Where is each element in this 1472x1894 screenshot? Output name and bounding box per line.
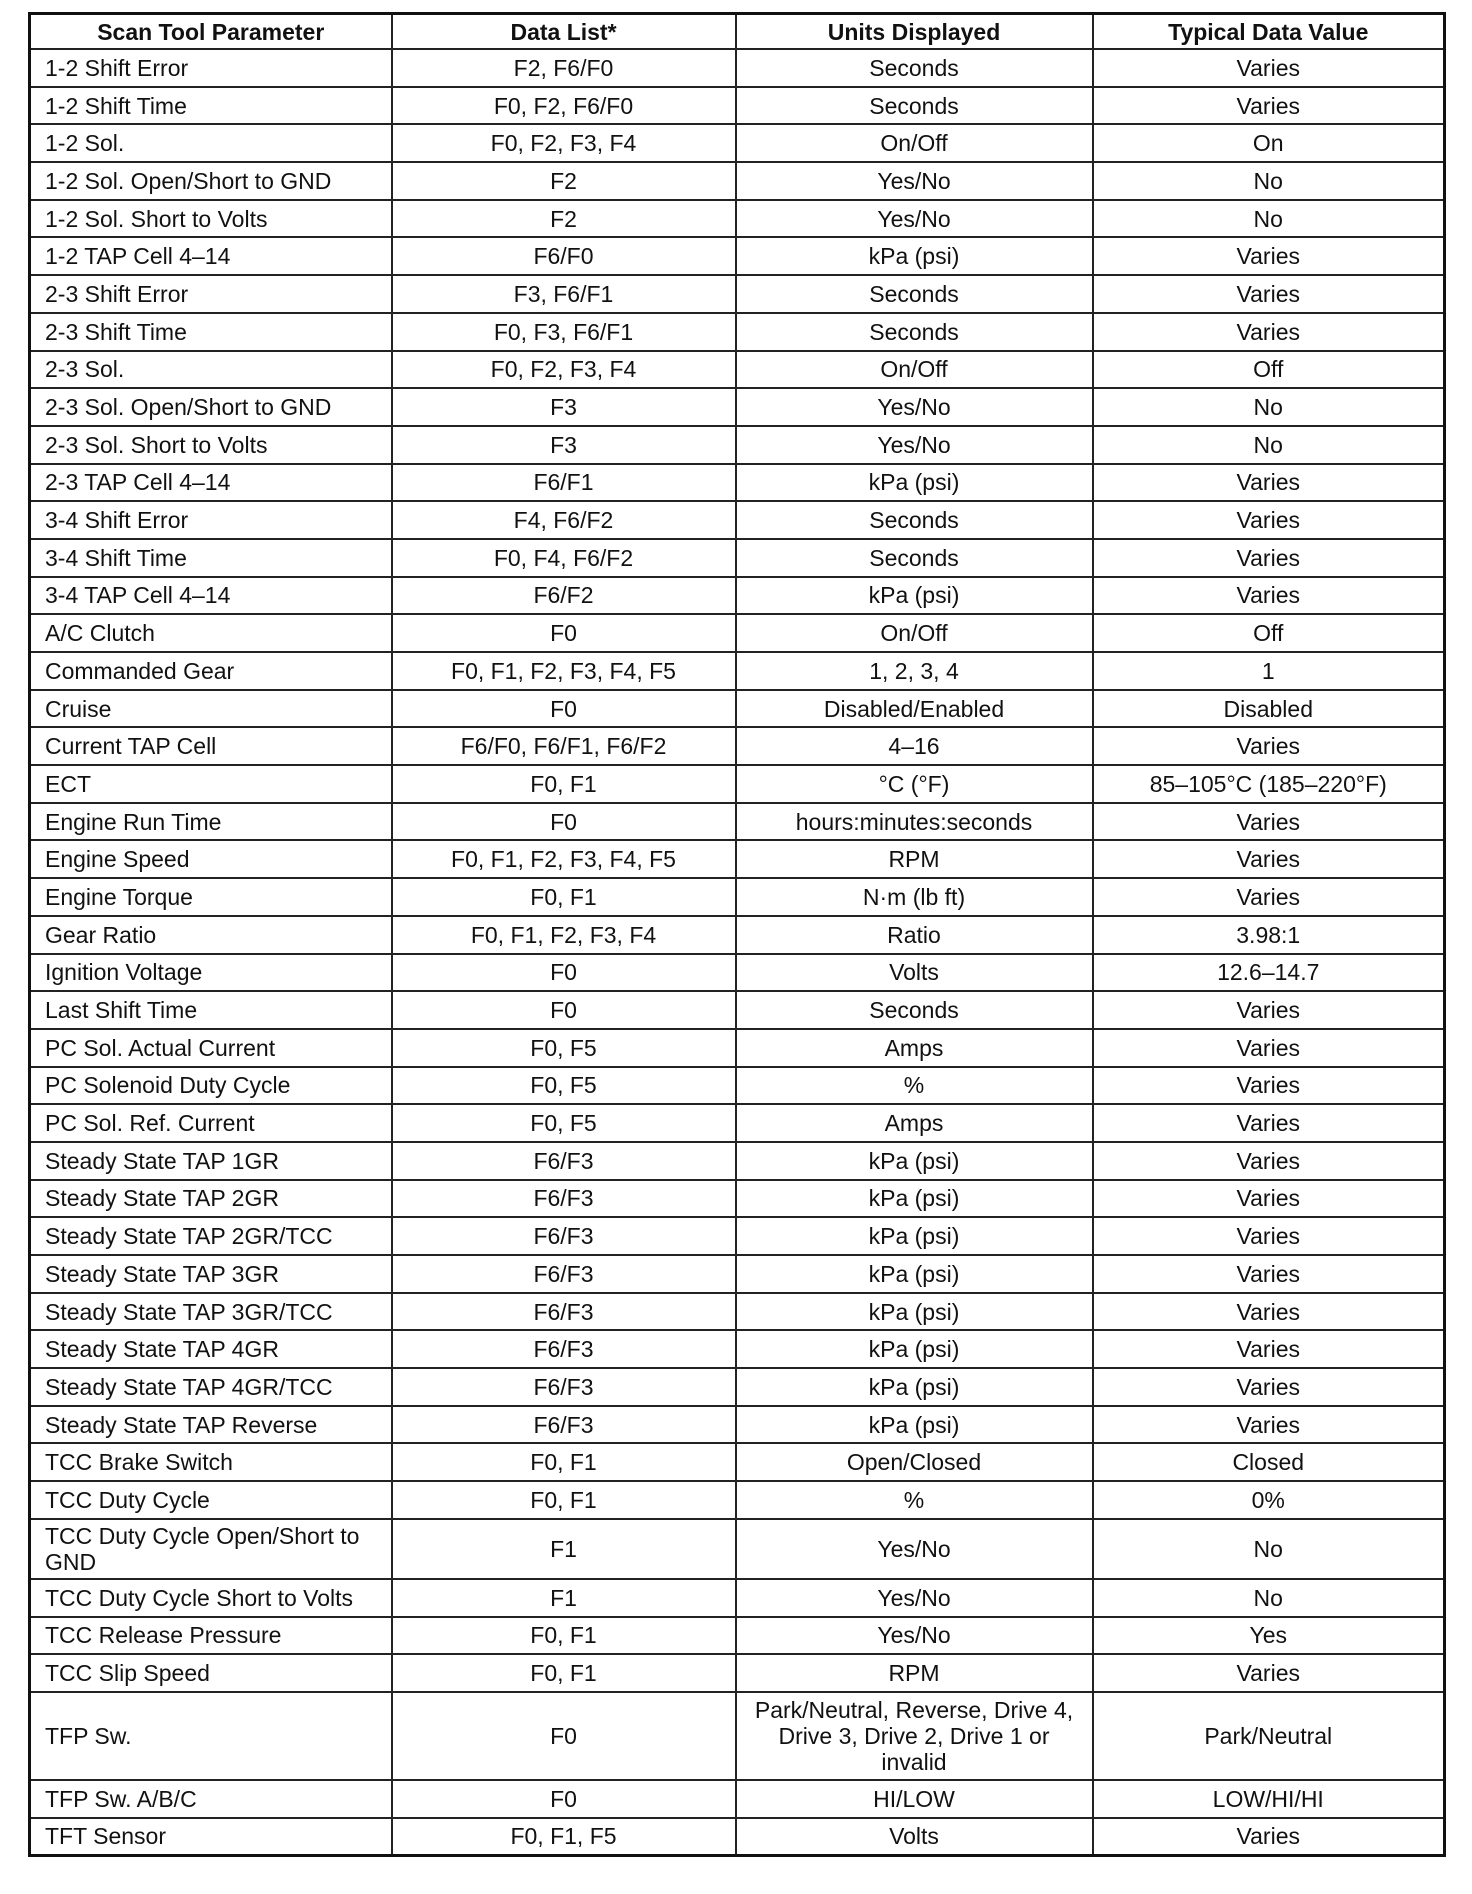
parameter-cell: TCC Release Pressure (30, 1617, 392, 1655)
data-list-cell: F0 (392, 991, 736, 1029)
units-cell: Seconds (736, 87, 1093, 125)
table-row (30, 426, 1445, 464)
data-list-cell: F1 (392, 1579, 736, 1617)
data-list-cell: F2 (392, 200, 736, 238)
units-cell: kPa (psi) (736, 1142, 1093, 1180)
data-list-cell: F0, F1 (392, 765, 736, 803)
parameter-cell: 2-3 Sol. Short to Volts (30, 426, 392, 464)
data-list-cell: F0, F1, F5 (392, 1818, 736, 1856)
units-cell: Yes/No (736, 200, 1093, 238)
data-list-cell: F3, F6/F1 (392, 275, 736, 313)
typical-value-cell: Varies (1093, 991, 1445, 1029)
scan-tool-data-table (28, 12, 1446, 1857)
parameter-cell: 1-2 Sol. (30, 124, 392, 162)
table-row (30, 388, 1445, 426)
units-cell: Open/Closed (736, 1443, 1093, 1481)
data-list-cell: F6/F3 (392, 1368, 736, 1406)
data-list-cell: F0, F1, F2, F3, F4, F5 (392, 840, 736, 878)
typical-value-cell: Varies (1093, 275, 1445, 313)
data-list-cell: F6/F3 (392, 1180, 736, 1218)
table-row (30, 1142, 1445, 1180)
parameter-cell: Steady State TAP 4GR/TCC (30, 1368, 392, 1406)
table-row (30, 464, 1445, 502)
data-list-cell: F0, F4, F6/F2 (392, 539, 736, 577)
typical-value-cell: No (1093, 388, 1445, 426)
parameter-cell: TCC Duty Cycle (30, 1481, 392, 1519)
parameter-cell: Steady State TAP Reverse (30, 1406, 392, 1444)
typical-value-cell: Varies (1093, 237, 1445, 275)
data-list-cell: F0 (392, 690, 736, 728)
typical-value-cell: 12.6–14.7 (1093, 954, 1445, 992)
parameter-cell: 2-3 Sol. Open/Short to GND (30, 388, 392, 426)
parameter-cell: PC Sol. Actual Current (30, 1029, 392, 1067)
typical-value-cell: No (1093, 200, 1445, 238)
parameter-cell: TCC Duty Cycle Open/Short to GND (30, 1519, 392, 1579)
parameter-cell: 2-3 Shift Error (30, 275, 392, 313)
data-list-cell: F0, F1 (392, 1481, 736, 1519)
parameter-cell: Steady State TAP 4GR (30, 1330, 392, 1368)
table-row (30, 501, 1445, 539)
parameter-cell: TCC Brake Switch (30, 1443, 392, 1481)
data-list-cell: F0, F1 (392, 1443, 736, 1481)
table-row (30, 237, 1445, 275)
header-data-list: Data List* (392, 14, 736, 50)
table-row (30, 727, 1445, 765)
data-list-cell: F0, F2, F3, F4 (392, 124, 736, 162)
units-cell: kPa (psi) (736, 237, 1093, 275)
units-cell: Yes/No (736, 1617, 1093, 1655)
units-cell: Yes/No (736, 1519, 1093, 1579)
data-list-cell: F0 (392, 1780, 736, 1818)
parameter-cell: PC Solenoid Duty Cycle (30, 1067, 392, 1105)
header-scan-tool-parameter: Scan Tool Parameter (30, 14, 392, 50)
units-cell: On/Off (736, 614, 1093, 652)
parameter-cell: Current TAP Cell (30, 727, 392, 765)
typical-value-cell: Off (1093, 351, 1445, 389)
units-cell: 4–16 (736, 727, 1093, 765)
data-list-cell: F6/F3 (392, 1142, 736, 1180)
units-cell: Seconds (736, 313, 1093, 351)
units-cell: Seconds (736, 539, 1093, 577)
typical-value-cell: Varies (1093, 1330, 1445, 1368)
data-list-cell: F0 (392, 614, 736, 652)
units-cell: RPM (736, 840, 1093, 878)
parameter-cell: 3-4 Shift Time (30, 539, 392, 577)
parameter-cell: Steady State TAP 3GR/TCC (30, 1293, 392, 1331)
parameter-cell: 2-3 Shift Time (30, 313, 392, 351)
typical-value-cell: Varies (1093, 87, 1445, 125)
parameter-cell: Steady State TAP 2GR (30, 1180, 392, 1218)
table-row (30, 1293, 1445, 1331)
parameter-cell: A/C Clutch (30, 614, 392, 652)
units-cell: kPa (psi) (736, 1217, 1093, 1255)
parameter-cell: Gear Ratio (30, 916, 392, 954)
parameter-cell: 1-2 Sol. Short to Volts (30, 200, 392, 238)
typical-value-cell: Varies (1093, 1180, 1445, 1218)
table-row (30, 690, 1445, 728)
typical-value-cell: Varies (1093, 539, 1445, 577)
data-list-cell: F0, F1, F2, F3, F4, F5 (392, 652, 736, 690)
data-list-cell: F6/F3 (392, 1330, 736, 1368)
data-list-cell: F0 (392, 954, 736, 992)
typical-value-cell: Varies (1093, 727, 1445, 765)
typical-value-cell: Varies (1093, 1029, 1445, 1067)
data-list-cell: F3 (392, 426, 736, 464)
data-list-cell: F0, F2, F3, F4 (392, 351, 736, 389)
table-row (30, 991, 1445, 1029)
data-list-cell: F0 (392, 803, 736, 841)
typical-value-cell: No (1093, 162, 1445, 200)
typical-value-cell: Park/Neutral (1093, 1692, 1445, 1780)
table-row (30, 87, 1445, 125)
units-cell: N·m (lb ft) (736, 878, 1093, 916)
data-list-cell: F2, F6/F0 (392, 49, 736, 87)
typical-value-cell: Varies (1093, 577, 1445, 615)
typical-value-cell: Varies (1093, 1293, 1445, 1331)
table-row (30, 1481, 1445, 1519)
parameter-cell: TFP Sw. A/B/C (30, 1780, 392, 1818)
data-list-cell: F0, F5 (392, 1029, 736, 1067)
typical-value-cell: Varies (1093, 803, 1445, 841)
typical-value-cell: Varies (1093, 1406, 1445, 1444)
table-row (30, 1217, 1445, 1255)
units-cell: Amps (736, 1104, 1093, 1142)
data-list-cell: F0 (392, 1692, 736, 1780)
table-row (30, 313, 1445, 351)
typical-value-cell: No (1093, 426, 1445, 464)
data-list-cell: F3 (392, 388, 736, 426)
units-cell: Yes/No (736, 1579, 1093, 1617)
data-list-cell: F0, F3, F6/F1 (392, 313, 736, 351)
units-cell: kPa (psi) (736, 577, 1093, 615)
typical-value-cell: 3.98:1 (1093, 916, 1445, 954)
units-cell: kPa (psi) (736, 1293, 1093, 1331)
units-cell: Yes/No (736, 162, 1093, 200)
typical-value-cell: Varies (1093, 1368, 1445, 1406)
data-list-cell: F0, F1 (392, 878, 736, 916)
typical-value-cell: No (1093, 1579, 1445, 1617)
parameter-cell: 1-2 Shift Error (30, 49, 392, 87)
parameter-cell: PC Sol. Ref. Current (30, 1104, 392, 1142)
typical-value-cell: Varies (1093, 49, 1445, 87)
parameter-cell: Cruise (30, 690, 392, 728)
units-cell: Seconds (736, 991, 1093, 1029)
units-cell: Yes/No (736, 426, 1093, 464)
table-row (30, 124, 1445, 162)
table-row (30, 878, 1445, 916)
table-row (30, 1692, 1445, 1780)
units-cell: 1, 2, 3, 4 (736, 652, 1093, 690)
data-list-cell: F0, F1, F2, F3, F4 (392, 916, 736, 954)
parameter-cell: 1-2 TAP Cell 4–14 (30, 237, 392, 275)
parameter-cell: Engine Speed (30, 840, 392, 878)
typical-value-cell: 85–105°C (185–220°F) (1093, 765, 1445, 803)
parameter-cell: TCC Duty Cycle Short to Volts (30, 1579, 392, 1617)
units-cell: hours:minutes:seconds (736, 803, 1093, 841)
table-row (30, 1519, 1445, 1579)
data-list-cell: F6/F3 (392, 1255, 736, 1293)
parameter-cell: 2-3 Sol. (30, 351, 392, 389)
units-cell: kPa (psi) (736, 1406, 1093, 1444)
table-row (30, 49, 1445, 87)
header-units-displayed: Units Displayed (736, 14, 1093, 50)
typical-value-cell: Varies (1093, 1142, 1445, 1180)
units-cell: RPM (736, 1654, 1093, 1692)
header-row (30, 14, 1445, 50)
typical-value-cell: Varies (1093, 1654, 1445, 1692)
parameter-cell: Ignition Voltage (30, 954, 392, 992)
units-cell: On/Off (736, 351, 1093, 389)
units-cell: HI/LOW (736, 1780, 1093, 1818)
typical-value-cell: Varies (1093, 1217, 1445, 1255)
table-row (30, 1180, 1445, 1218)
table-row (30, 1617, 1445, 1655)
data-list-cell: F6/F0 (392, 237, 736, 275)
table-row (30, 539, 1445, 577)
table-row (30, 614, 1445, 652)
typical-value-cell: Varies (1093, 1104, 1445, 1142)
parameter-cell: Commanded Gear (30, 652, 392, 690)
typical-value-cell: Varies (1093, 464, 1445, 502)
units-cell: °C (°F) (736, 765, 1093, 803)
header-typical-data-value: Typical Data Value (1093, 14, 1445, 50)
parameter-cell: Steady State TAP 1GR (30, 1142, 392, 1180)
units-cell: Seconds (736, 275, 1093, 313)
table-row (30, 577, 1445, 615)
parameter-cell: Engine Run Time (30, 803, 392, 841)
table-row (30, 1406, 1445, 1444)
table-body (30, 49, 1445, 1856)
data-list-cell: F0, F1 (392, 1617, 736, 1655)
data-list-cell: F2 (392, 162, 736, 200)
parameter-cell: TFT Sensor (30, 1818, 392, 1856)
table-row (30, 652, 1445, 690)
units-cell: % (736, 1481, 1093, 1519)
table-row (30, 765, 1445, 803)
parameter-cell: TCC Slip Speed (30, 1654, 392, 1692)
data-list-cell: F6/F3 (392, 1406, 736, 1444)
data-list-cell: F6/F1 (392, 464, 736, 502)
table-row (30, 1029, 1445, 1067)
table-row (30, 1067, 1445, 1105)
table-row (30, 1368, 1445, 1406)
table-row (30, 351, 1445, 389)
table-row (30, 1104, 1445, 1142)
table-row (30, 840, 1445, 878)
parameter-cell: Engine Torque (30, 878, 392, 916)
table-row (30, 1579, 1445, 1617)
typical-value-cell: Varies (1093, 1067, 1445, 1105)
typical-value-cell: Off (1093, 614, 1445, 652)
typical-value-cell: Varies (1093, 1818, 1445, 1856)
units-cell: Seconds (736, 501, 1093, 539)
typical-value-cell: LOW/HI/HI (1093, 1780, 1445, 1818)
units-cell: Yes/No (736, 388, 1093, 426)
table-row (30, 275, 1445, 313)
table-row (30, 1330, 1445, 1368)
units-cell: kPa (psi) (736, 1180, 1093, 1218)
typical-value-cell: Varies (1093, 840, 1445, 878)
data-list-cell: F6/F0, F6/F1, F6/F2 (392, 727, 736, 765)
table-row (30, 803, 1445, 841)
data-list-cell: F0, F5 (392, 1067, 736, 1105)
units-cell: Seconds (736, 49, 1093, 87)
typical-value-cell: Varies (1093, 501, 1445, 539)
data-list-cell: F0, F2, F6/F0 (392, 87, 736, 125)
parameter-cell: Steady State TAP 3GR (30, 1255, 392, 1293)
parameter-cell: 3-4 TAP Cell 4–14 (30, 577, 392, 615)
units-cell: On/Off (736, 124, 1093, 162)
table-row (30, 1443, 1445, 1481)
typical-value-cell: Varies (1093, 1255, 1445, 1293)
units-cell: % (736, 1067, 1093, 1105)
parameter-cell: 1-2 Shift Time (30, 87, 392, 125)
typical-value-cell: Closed (1093, 1443, 1445, 1481)
units-cell: Park/Neutral, Reverse, Drive 4, Drive 3, Drive 2, Drive 1 or invalid (736, 1692, 1093, 1780)
units-cell: kPa (psi) (736, 1330, 1093, 1368)
units-cell: Amps (736, 1029, 1093, 1067)
units-cell: kPa (psi) (736, 1368, 1093, 1406)
data-list-cell: F4, F6/F2 (392, 501, 736, 539)
typical-value-cell: Disabled (1093, 690, 1445, 728)
parameter-cell: 3-4 Shift Error (30, 501, 392, 539)
typical-value-cell: Varies (1093, 313, 1445, 351)
table-row (30, 200, 1445, 238)
parameter-cell: Steady State TAP 2GR/TCC (30, 1217, 392, 1255)
table-row (30, 916, 1445, 954)
data-list-cell: F1 (392, 1519, 736, 1579)
table-row (30, 1255, 1445, 1293)
table-row (30, 1818, 1445, 1856)
data-list-cell: F6/F3 (392, 1293, 736, 1331)
units-cell: kPa (psi) (736, 464, 1093, 502)
typical-value-cell: 0% (1093, 1481, 1445, 1519)
data-list-cell: F0, F1 (392, 1654, 736, 1692)
data-list-cell: F0, F5 (392, 1104, 736, 1142)
units-cell: Volts (736, 1818, 1093, 1856)
parameter-cell: ECT (30, 765, 392, 803)
table-row (30, 954, 1445, 992)
data-list-cell: F6/F3 (392, 1217, 736, 1255)
units-cell: kPa (psi) (736, 1255, 1093, 1293)
units-cell: Volts (736, 954, 1093, 992)
parameter-cell: TFP Sw. (30, 1692, 392, 1780)
typical-value-cell: Yes (1093, 1617, 1445, 1655)
typical-value-cell: No (1093, 1519, 1445, 1579)
parameter-cell: 1-2 Sol. Open/Short to GND (30, 162, 392, 200)
parameter-cell: 2-3 TAP Cell 4–14 (30, 464, 392, 502)
units-cell: Disabled/Enabled (736, 690, 1093, 728)
typical-value-cell: On (1093, 124, 1445, 162)
table-row (30, 162, 1445, 200)
table-row (30, 1654, 1445, 1692)
table-row (30, 1780, 1445, 1818)
typical-value-cell: Varies (1093, 878, 1445, 916)
parameter-cell: Last Shift Time (30, 991, 392, 1029)
typical-value-cell: 1 (1093, 652, 1445, 690)
units-cell: Ratio (736, 916, 1093, 954)
data-list-cell: F6/F2 (392, 577, 736, 615)
